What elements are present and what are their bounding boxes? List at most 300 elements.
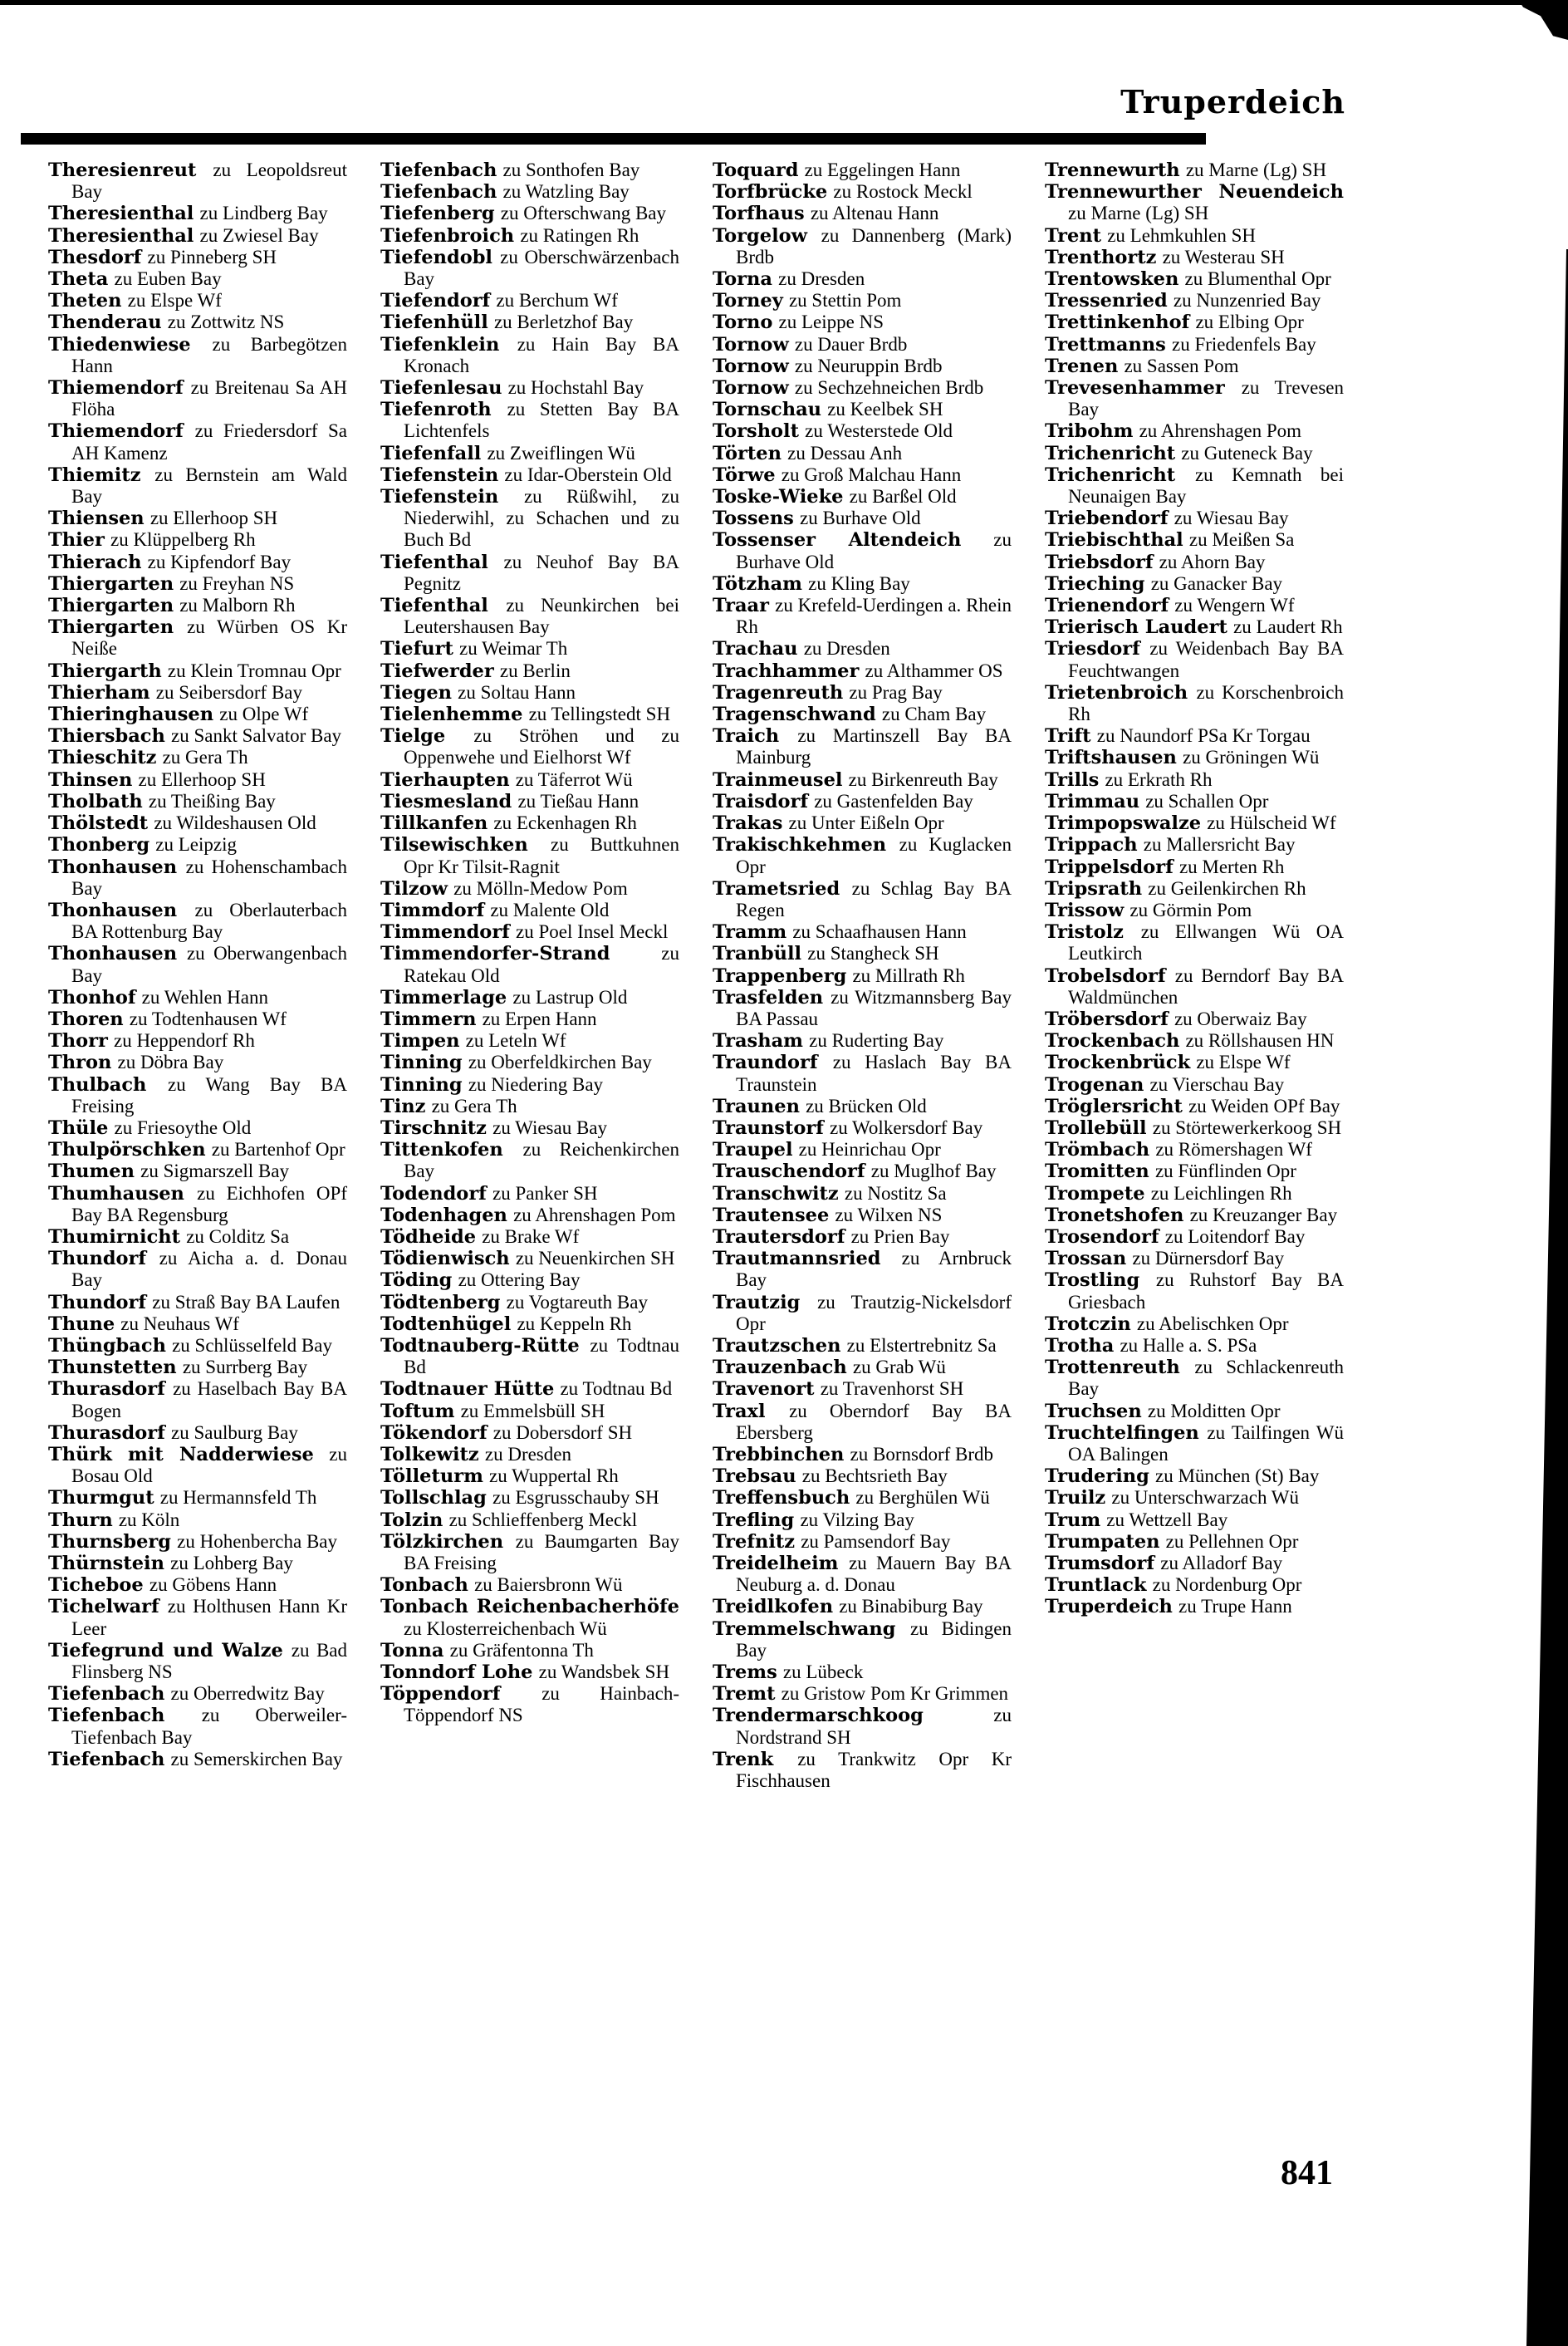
entry-headword: Thune (48, 1313, 115, 1335)
column-4 (1045, 160, 1344, 2170)
entry-location: zu Vogtareuth Bay (506, 1291, 648, 1313)
entry-location: zu Korschenbroich Rh (1068, 681, 1345, 725)
gazetteer-entry (713, 1117, 1012, 1139)
gazetteer-entry (1045, 464, 1344, 508)
gazetteer-entry (1045, 181, 1344, 224)
gazetteer-entry (48, 1335, 347, 1357)
gazetteer-entry (48, 1444, 347, 1487)
entry-headword: Tiefegrund und Walze (48, 1639, 283, 1661)
entry-location: zu Oberwangenbach Bay (71, 943, 347, 986)
entry-headword: Tronetshofen (1045, 1204, 1184, 1226)
gazetteer-entry (380, 1292, 679, 1313)
gazetteer-entry (713, 356, 1012, 377)
entry-location: zu Geilenkirchen Rh (1148, 877, 1306, 899)
gazetteer-entry (380, 987, 679, 1009)
entry-headword: Thiemendorf (48, 377, 184, 400)
gazetteer-entry (48, 552, 347, 573)
entry-location: zu Todtenhausen Wf (129, 1008, 287, 1029)
gazetteer-entry (380, 1074, 679, 1096)
entry-location: zu Brücken Old (806, 1095, 927, 1117)
entry-headword: Tonbach (380, 1574, 468, 1597)
entry-headword: Trennewurther Neuendeich (1045, 181, 1344, 204)
gazetteer-entry (713, 1096, 1012, 1117)
entry-location: zu Wiesau Bay (492, 1117, 607, 1138)
gazetteer-entry (380, 812, 679, 834)
running-head: Truperdeich (1120, 83, 1345, 120)
entry-headword: Trefnitz (713, 1530, 796, 1553)
entry-location: zu Oberredwitz Bay (170, 1683, 325, 1705)
gazetteer-entry (48, 1378, 347, 1421)
entry-location: zu Binabiburg Bay (839, 1596, 983, 1617)
entry-location: zu Alladorf Bay (1160, 1553, 1283, 1573)
gazetteer-entry (713, 420, 1012, 442)
entry-location: zu Schaafhausen Hann (792, 921, 967, 943)
gazetteer-entry (713, 704, 1012, 725)
entry-location: zu Nordstrand SH (736, 1705, 1012, 1748)
entry-headword: Trentowsken (1045, 268, 1179, 291)
entry-headword: Tolkewitz (380, 1443, 479, 1465)
gazetteer-entry (48, 1553, 347, 1574)
entry-location: zu Marne (Lg) SH (1068, 203, 1209, 224)
entry-location: zu Breitenau Sa AH Flöha (71, 377, 347, 420)
entry-headword: Tiefenbach (48, 1683, 165, 1706)
entry-location: zu Neuenkirchen SH (515, 1248, 675, 1269)
entry-headword: Tornow (713, 333, 789, 356)
entry-headword: Traunen (713, 1095, 800, 1117)
entry-headword: Tranbüll (713, 943, 802, 965)
entry-location: zu Lindberg Bay (199, 203, 328, 224)
entry-headword: Tiefenstein (380, 464, 499, 486)
entry-headword: Thiensen (48, 508, 145, 530)
gazetteer-entry (713, 529, 1012, 572)
entry-headword: Tiefenbach (380, 181, 497, 204)
gazetteer-entry (713, 181, 1012, 203)
entry-location: zu Soltau Hann (458, 681, 576, 703)
entry-headword: Tittenkofen (380, 1139, 503, 1161)
entry-headword: Truchsen (1045, 1400, 1142, 1422)
gazetteer-entry (1045, 638, 1344, 681)
entry-headword: Tökendorf (380, 1421, 488, 1444)
entry-headword: Trent (1045, 224, 1102, 247)
entry-headword: Treidlkofen (713, 1596, 834, 1618)
gazetteer-entry (380, 1661, 679, 1683)
gazetteer-entry (48, 1052, 347, 1073)
gazetteer-entry (48, 1749, 347, 1770)
entry-location: zu Wilxen NS (835, 1204, 943, 1225)
entry-location: zu Witzmannsberg Bay BA Passau (736, 986, 1012, 1029)
gazetteer-entry (380, 377, 679, 399)
entry-location: zu Niedering Bay (468, 1073, 604, 1095)
entry-location: zu Dauer Brdb (794, 333, 908, 355)
entry-location: zu Heinrichau Opr (798, 1139, 941, 1161)
gazetteer-entry (380, 443, 679, 464)
gazetteer-entry (713, 660, 1012, 682)
entry-headword: Tossens (713, 508, 794, 530)
entry-location: zu Unter Eißeln Opr (788, 812, 944, 834)
entry-headword: Thundorf (48, 1248, 147, 1270)
entry-location: zu Neuruppin Brdb (794, 355, 943, 376)
gazetteer-entry (1045, 1248, 1344, 1269)
entry-location: zu Ellwangen Wü OA Leutkirch (1068, 921, 1345, 964)
entry-headword: Tiesmesland (380, 790, 512, 812)
entry-headword: Timmerlage (380, 986, 507, 1009)
entry-headword: Trosendorf (1045, 1225, 1159, 1248)
gazetteer-entry (380, 1205, 679, 1226)
gazetteer-entry (380, 552, 679, 595)
entry-location: zu Stettin Pom (788, 290, 902, 312)
gazetteer-entry (380, 225, 679, 247)
gazetteer-entry (380, 1401, 679, 1422)
entry-location: zu Eggelingen Hann (804, 160, 961, 180)
gazetteer-entry (1045, 1183, 1344, 1205)
entry-location: zu Freyhan NS (179, 572, 295, 594)
entry-headword: Thonberg (48, 834, 150, 856)
entry-headword: Thiersbach (48, 725, 165, 748)
scan-border-top (0, 0, 1568, 5)
entry-location: zu Sassen Pom (1124, 355, 1239, 376)
gazetteer-entry (713, 1683, 1012, 1705)
gazetteer-entry (1045, 334, 1344, 356)
entry-location: zu Eckenhagen Rh (493, 812, 637, 834)
entry-location: zu Mölln-Medow Pom (453, 877, 628, 899)
entry-headword: Toquard (713, 160, 799, 181)
entry-location: zu Idar-Oberstein Old (504, 464, 672, 485)
entry-headword: Thonhof (48, 986, 136, 1009)
entry-headword: Travenort (713, 1378, 815, 1401)
entry-headword: Torsholt (713, 420, 799, 443)
gazetteer-entry (713, 1444, 1012, 1465)
entry-location: zu Ströhen und zu Oppenwehe und Eielhorst Wf (404, 725, 680, 768)
entry-location: zu Olpe Wf (219, 704, 309, 725)
entry-location: zu Zweiflingen Wü (487, 442, 635, 464)
gazetteer-entry (1045, 377, 1344, 420)
entry-headword: Thurasdorf (48, 1378, 165, 1401)
entry-headword: Tinning (380, 1052, 463, 1074)
entry-location: zu Römershagen Wf (1155, 1139, 1312, 1161)
gazetteer-entry (48, 1422, 347, 1444)
column-1 (48, 160, 347, 2170)
gazetteer-entry (48, 943, 347, 986)
entry-headword: Trappenberg (713, 964, 847, 987)
entry-headword: Trevesenhammer (1045, 377, 1225, 400)
gazetteer-entry (48, 1226, 347, 1248)
gazetteer-entry (48, 1161, 347, 1182)
entry-location: zu Heppendorf Rh (113, 1030, 255, 1052)
entry-headword: Truperdeich (1045, 1596, 1173, 1618)
entry-location: zu Schlag Bay BA Regen (736, 877, 1012, 920)
gazetteer-entry (1045, 529, 1344, 551)
gazetteer-columns (48, 160, 1344, 2170)
gazetteer-entry (713, 399, 1012, 420)
entry-location: zu Elspe Wf (1196, 1052, 1291, 1073)
entry-headword: Thumirnicht (48, 1225, 181, 1248)
gazetteer-entry (380, 1640, 679, 1661)
entry-location: zu Ratekau Old (404, 943, 679, 986)
entry-location: zu Oberndorf Bay BA Ebersberg (736, 1400, 1012, 1443)
entry-location: zu Schallen Opr (1145, 790, 1269, 812)
entry-location: zu Burhave Old (736, 529, 1012, 572)
gazetteer-entry (380, 160, 679, 181)
entry-headword: Trasfelden (713, 986, 824, 1009)
entry-headword: Thiedenwiese (48, 333, 191, 356)
entry-headword: Trautzig (713, 1291, 801, 1313)
entry-location: zu Leteln Wf (465, 1030, 566, 1052)
entry-location: zu Keelbek SH (827, 399, 943, 420)
scan-border-corner (1518, 0, 1568, 40)
entry-headword: Tölzkirchen (380, 1530, 504, 1553)
gazetteer-entry (713, 812, 1012, 834)
entry-location: zu Vierschau Bay (1149, 1073, 1285, 1095)
entry-headword: Trumpaten (1045, 1530, 1160, 1553)
entry-location: zu Panker SH (492, 1182, 598, 1204)
entry-headword: Thunstetten (48, 1357, 177, 1379)
gazetteer-entry (1045, 1509, 1344, 1531)
entry-location: zu Dürnersdorf Bay (1132, 1248, 1285, 1269)
entry-headword: Tiefenhüll (380, 312, 488, 334)
entry-location: zu Wildeshausen Old (154, 812, 316, 834)
entry-headword: Tiefenfall (380, 442, 482, 464)
entry-location: zu Trankwitz Opr Kr Fischhausen (736, 1748, 1012, 1792)
entry-headword: Tolzin (380, 1509, 443, 1531)
entry-location: zu Semerskirchen Bay (170, 1748, 343, 1769)
entry-headword: Theresienthal (48, 203, 194, 225)
gazetteer-entry (48, 812, 347, 834)
entry-headword: Tonna (380, 1639, 444, 1661)
entry-headword: Thürnstein (48, 1553, 164, 1574)
gazetteer-entry (1045, 1052, 1344, 1073)
entry-location: zu Meißen Sa (1188, 529, 1295, 551)
entry-headword: Tornow (713, 377, 789, 400)
gazetteer-entry (380, 660, 679, 682)
entry-location: zu Schlüsselfeld Bay (172, 1334, 332, 1356)
entry-headword: Trippach (1045, 834, 1138, 856)
gazetteer-entry (713, 1335, 1012, 1357)
gazetteer-entry (1045, 1096, 1344, 1117)
gazetteer-entry (380, 1052, 679, 1073)
entry-location: zu Leipzig (155, 834, 237, 856)
entry-location: zu Dresden (778, 268, 865, 290)
entry-headword: Tiegen (380, 681, 453, 704)
gazetteer-entry (48, 1574, 347, 1596)
gazetteer-entry (380, 1574, 679, 1596)
gazetteer-entry (1045, 1269, 1344, 1313)
entry-headword: Todenhagen (380, 1204, 507, 1226)
entry-headword: Tötzham (713, 572, 802, 595)
gazetteer-entry (48, 1357, 347, 1378)
entry-location: zu Elstertrebnitz Sa (846, 1334, 997, 1356)
entry-location: zu Guteneck Bay (1181, 442, 1313, 464)
entry-location: zu Vilzing Bay (800, 1509, 914, 1530)
entry-headword: Tichelwarf (48, 1596, 159, 1618)
gazetteer-entry (48, 682, 347, 704)
entry-headword: Tiefendorf (380, 290, 491, 312)
entry-headword: Thumen (48, 1161, 135, 1183)
entry-location: zu Zwiesel Bay (199, 224, 319, 246)
gazetteer-entry (380, 1596, 679, 1639)
gazetteer-entry (48, 1487, 347, 1509)
gazetteer-entry (48, 573, 347, 595)
entry-headword: Trebbinchen (713, 1443, 845, 1465)
entry-location: zu Bosau Old (71, 1443, 348, 1487)
entry-headword: Thier (48, 529, 105, 552)
gazetteer-entry (1045, 356, 1344, 377)
entry-headword: Thonhausen (48, 899, 178, 921)
gazetteer-entry (713, 486, 1012, 508)
entry-headword: Tinning (380, 1073, 463, 1096)
gazetteer-entry (713, 1401, 1012, 1444)
entry-headword: Trottenreuth (1045, 1357, 1180, 1379)
entry-location: zu Reichenkirchen Bay (404, 1139, 680, 1182)
entry-headword: Trift (1045, 725, 1091, 748)
entry-location: zu Barßel Old (849, 486, 957, 508)
entry-headword: Treffensbuch (713, 1487, 850, 1509)
entry-headword: Tiefenroth (380, 399, 492, 421)
entry-location: zu Klein Tromnau Opr (167, 660, 341, 681)
gazetteer-entry (713, 377, 1012, 399)
entry-headword: Toske-Wieke (713, 486, 844, 508)
entry-headword: Tierhaupten (380, 768, 510, 791)
gazetteer-entry (380, 1139, 679, 1182)
gazetteer-entry (48, 529, 347, 551)
entry-headword: Trasham (713, 1030, 803, 1053)
gazetteer-entry (1045, 834, 1344, 856)
entry-headword: Truchtelfingen (1045, 1421, 1199, 1444)
gazetteer-entry (48, 1074, 347, 1117)
entry-headword: Trettinkenhof (1045, 312, 1190, 334)
entry-location: zu Sechzehneichen Brdb (794, 377, 984, 399)
gazetteer-entry (1045, 856, 1344, 878)
entry-location: zu Abelischken Opr (1136, 1313, 1289, 1334)
entry-headword: Töppendorf (380, 1683, 501, 1706)
entry-location: zu Ottering Bay (458, 1269, 581, 1291)
gazetteer-entry (380, 1487, 679, 1509)
gazetteer-entry (380, 921, 679, 943)
entry-headword: Ticheboe (48, 1574, 144, 1597)
entry-headword: Tiefenbach (48, 1748, 165, 1770)
gazetteer-entry (713, 1618, 1012, 1661)
gazetteer-entry (1045, 443, 1344, 464)
entry-headword: Theten (48, 290, 122, 312)
entry-headword: Trichenricht (1045, 442, 1176, 464)
entry-headword: Thurmgut (48, 1487, 154, 1509)
gazetteer-entry (380, 1444, 679, 1465)
gazetteer-entry (1045, 508, 1344, 529)
entry-headword: Tillkanfen (380, 812, 488, 835)
entry-headword: Thurnsberg (48, 1530, 171, 1553)
entry-headword: Tragenreuth (713, 681, 844, 704)
entry-location: zu Ruhstorf Bay BA Griesbach (1068, 1269, 1344, 1313)
gazetteer-entry (1045, 878, 1344, 900)
entry-location: zu Nordenburg Opr (1152, 1574, 1302, 1596)
entry-headword: Trossan (1045, 1248, 1127, 1270)
entry-location: zu Birkenreuth Bay (848, 768, 998, 790)
entry-headword: Torna (713, 268, 772, 291)
entry-location: zu Leichlingen Rh (1150, 1182, 1292, 1204)
entry-location: zu Malborn Rh (179, 595, 296, 616)
gazetteer-entry (713, 160, 1012, 181)
entry-location: zu Martinszell Bay BA Mainburg (736, 725, 1012, 768)
gazetteer-entry (1045, 420, 1344, 442)
entry-location: zu Eichhofen OPf Bay BA Regensburg (71, 1182, 347, 1225)
gazetteer-entry (380, 834, 679, 877)
entry-headword: Tödienwisch (380, 1248, 510, 1270)
gazetteer-entry (713, 1292, 1012, 1335)
entry-headword: Tiefenklein (380, 333, 500, 356)
entry-location: zu Krefeld-Uerdingen a. Rhein Rh (736, 595, 1012, 638)
gazetteer-entry (380, 878, 679, 900)
gazetteer-entry (1045, 290, 1344, 312)
gazetteer-entry (1045, 747, 1344, 768)
gazetteer-entry (380, 181, 679, 203)
gazetteer-entry (713, 1553, 1012, 1596)
entry-location: zu Täferrot Wü (515, 768, 633, 790)
entry-location: zu Erpen Hann (482, 1008, 597, 1029)
entry-headword: Tiefurt (380, 638, 453, 660)
entry-location: zu Halle a. S. PSa (1120, 1334, 1257, 1356)
entry-headword: Tödheide (380, 1225, 477, 1248)
page-number: 841 (1281, 2154, 1333, 2192)
entry-headword: Trefling (713, 1509, 795, 1531)
entry-location: zu Bidingen Bay (736, 1617, 1012, 1661)
gazetteer-entry (48, 725, 347, 747)
entry-location: zu Bernstein am Wald Bay (71, 464, 347, 508)
entry-headword: Thron (48, 1052, 112, 1074)
entry-headword: Tröglersricht (1045, 1095, 1183, 1117)
entry-headword: Trainmeusel (713, 768, 843, 791)
entry-headword: Trebsau (713, 1465, 796, 1488)
gazetteer-entry (713, 1205, 1012, 1226)
entry-location: zu Saulburg Bay (171, 1421, 298, 1443)
entry-headword: Tribohm (1045, 420, 1134, 443)
entry-headword: Todtnauer Hütte (380, 1378, 555, 1401)
gazetteer-entry (713, 965, 1012, 987)
entry-location: zu Wettzell Bay (1106, 1509, 1228, 1530)
entry-headword: Trachhammer (713, 660, 860, 682)
gazetteer-entry (713, 1661, 1012, 1683)
entry-location: zu Sonthofen Bay (502, 160, 640, 180)
gazetteer-entry (1045, 1074, 1344, 1096)
entry-headword: Tielge (380, 725, 446, 748)
entry-headword: Timmdorf (380, 899, 485, 921)
entry-headword: Timpen (380, 1030, 460, 1053)
gazetteer-entry (713, 334, 1012, 356)
gazetteer-entry (713, 595, 1012, 638)
entry-headword: Trenen (1045, 355, 1119, 377)
entry-location: zu Lehmkuhlen SH (1107, 224, 1257, 246)
entry-headword: Thüle (48, 1117, 109, 1139)
entry-headword: Trum (1045, 1509, 1101, 1531)
gazetteer-entry (380, 1313, 679, 1335)
entry-headword: Tilzow (380, 877, 448, 900)
gazetteer-entry (1045, 1553, 1344, 1574)
gazetteer-entry (380, 943, 679, 986)
entry-location: zu Nostitz Sa (844, 1182, 947, 1204)
gazetteer-entry (1045, 1313, 1344, 1335)
entry-headword: Thumhausen (48, 1182, 184, 1205)
gazetteer-entry (48, 377, 347, 420)
entry-location: zu Travenhorst SH (820, 1378, 964, 1400)
entry-location: zu Pamsendorf Bay (801, 1530, 951, 1552)
entry-location: zu Lohberg Bay (170, 1553, 293, 1573)
entry-location: zu Brake Wf (482, 1225, 580, 1247)
gazetteer-entry (48, 900, 347, 943)
gazetteer-entry (713, 312, 1012, 333)
entry-headword: Triebsdorf (1045, 551, 1154, 573)
gazetteer-entry (713, 1183, 1012, 1205)
entry-location: zu Ellerhoop SH (138, 768, 266, 790)
entry-headword: Tremt (713, 1683, 776, 1706)
entry-location: zu Ahrenshagen Pom (1139, 420, 1302, 442)
